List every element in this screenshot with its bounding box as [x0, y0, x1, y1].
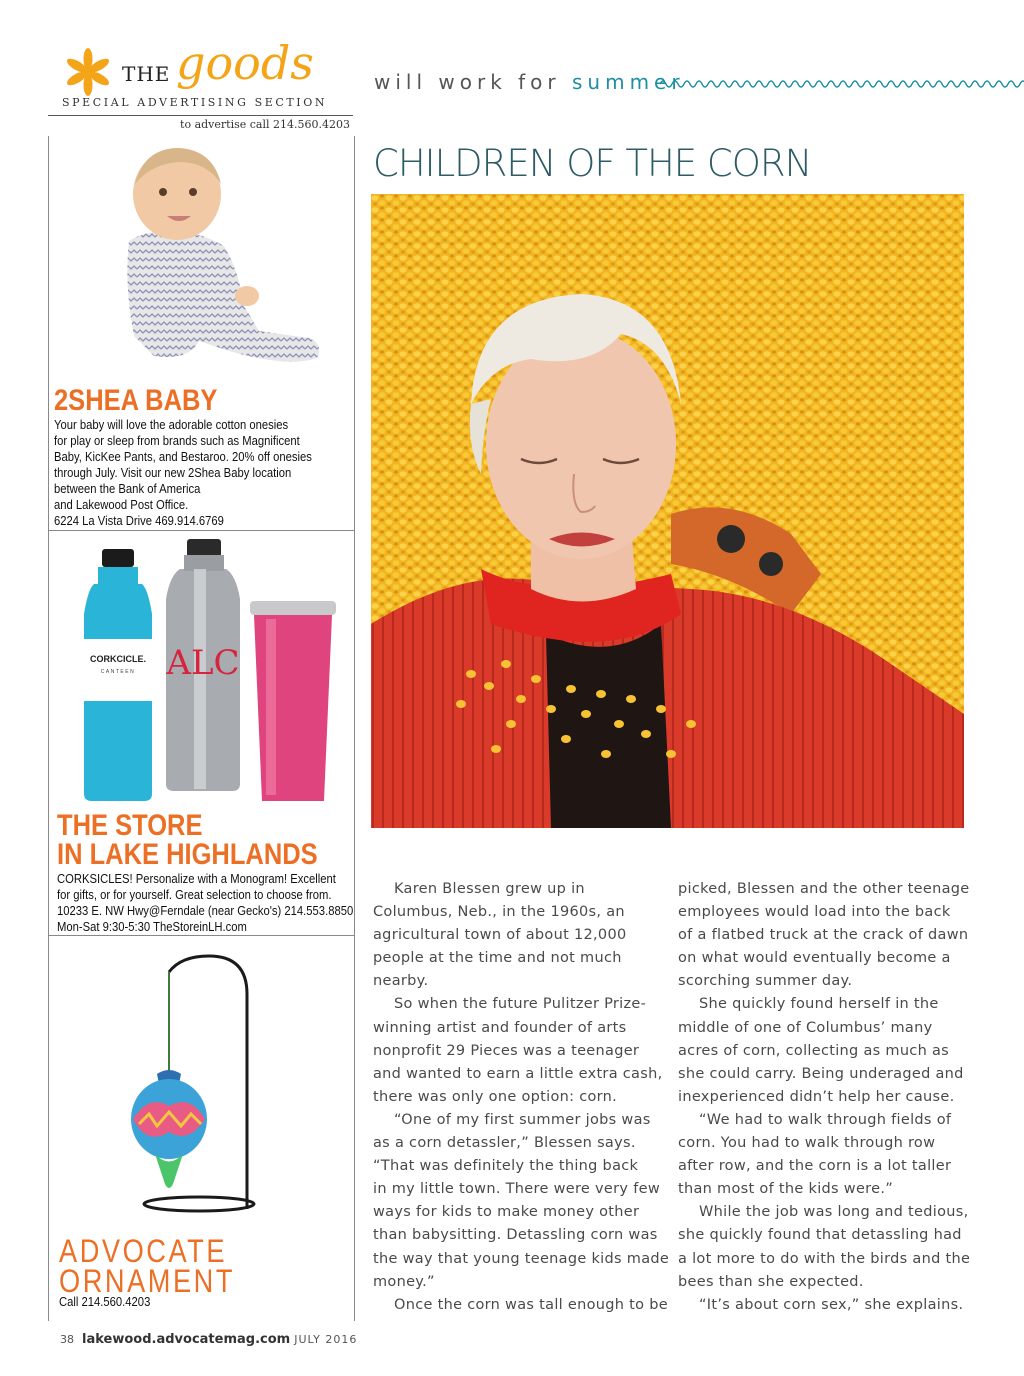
- article-column-2: [678, 878, 971, 1317]
- article-line: on what would eventually become a: [678, 950, 951, 967]
- article-line: nonprofit 29 Pieces was a teenager: [373, 1042, 640, 1059]
- corkcicle-brand-label: CORKCICLE.: [90, 654, 146, 664]
- footer-site: lakewood.advocatemag.com: [82, 1332, 291, 1347]
- article-line: than most of the kids were.”: [678, 1181, 894, 1198]
- ornament-photo: [129, 954, 259, 1214]
- article-line: agricultural town of about 12,000: [373, 927, 627, 944]
- article-line: “That was definitely the thing back: [373, 1158, 639, 1175]
- article-line: “We had to walk through fields of: [699, 1111, 952, 1128]
- ad-body: Call 214.560.4203: [59, 1295, 151, 1309]
- corkcicle-photo: [74, 539, 344, 809]
- footer-issue: JULY 2016: [294, 1333, 358, 1346]
- baby-photo: [89, 136, 329, 381]
- article-line: there was only one option: corn.: [373, 1088, 618, 1105]
- article-line: Once the corn was tall enough to be: [394, 1296, 668, 1313]
- brand-goods: goods: [176, 36, 314, 90]
- page-number: 38: [60, 1333, 74, 1346]
- wave-divider: [660, 76, 1024, 92]
- article-line: as a corn detassler,” Blessen says.: [373, 1135, 636, 1152]
- article-line: Karen Blessen grew up in: [394, 881, 585, 897]
- article-line: nearby.: [373, 973, 429, 990]
- article-line: “One of my first summer jobs was: [394, 1111, 651, 1128]
- advertise-line: to advertise call 214.560.4203: [180, 118, 350, 131]
- article-line: of a flatbed truck at the crack of dawn: [678, 927, 969, 944]
- article-line: She quickly found herself in the: [699, 996, 939, 1013]
- article-line: acres of corn, collecting as much as: [678, 1042, 950, 1059]
- article-line: people at the time and not much: [373, 950, 622, 967]
- article-column-1: [373, 878, 670, 1317]
- ad-advocate-ornament[interactable]: [49, 936, 354, 1321]
- flower-logo-icon: [64, 48, 112, 96]
- article-line: a lot more to do with the birds and the: [678, 1250, 971, 1267]
- monogram-label: ALC: [166, 643, 240, 683]
- article-line: So when the future Pulitzer Prize-: [394, 996, 647, 1013]
- article-line: in my little town. There were very few: [373, 1181, 660, 1198]
- masthead-rule: [48, 115, 353, 116]
- article-headline: CHILDREN OF THE CORN: [373, 142, 812, 185]
- article-line: “It’s about corn sex,” she explains.: [699, 1296, 964, 1313]
- section-subtitle: SPECIAL ADVERTISING SECTION: [62, 96, 328, 109]
- article-line: ways for kids to make money other: [373, 1204, 640, 1221]
- ad-the-store[interactable]: [49, 531, 354, 936]
- article-line: winning artist and founder of arts: [373, 1019, 627, 1036]
- brand-the: THE: [122, 62, 171, 86]
- ad-body: Your baby will love the adorable cotton onesies for play or sleep from brands such as Magnificent Baby, KicKee Pants, and Bestaroo. 20% off onesies through July. Visit our new 2Shea Baby location between the Bank of America and Lakewood Post Office. 6224 La Vista Drive 469.914.6769: [54, 418, 312, 528]
- ad-title: THE STORE IN LAKE HIGHLANDS: [57, 809, 318, 871]
- article-photo: [371, 194, 964, 828]
- masthead: [58, 36, 358, 120]
- article-line: bees than she expected.: [678, 1273, 864, 1290]
- section-header: [374, 70, 685, 94]
- article-line: employees would load into the back: [678, 904, 951, 921]
- article-line: she quickly found that detassling had: [678, 1227, 962, 1244]
- article-line: than babysitting. Detassling corn was: [373, 1227, 658, 1244]
- article-line: money.”: [373, 1273, 435, 1290]
- ad-title: 2SHEA BABY: [54, 384, 218, 417]
- page-footer: [60, 1332, 357, 1347]
- article-line: Columbus, Neb., in the 1960s, an: [373, 904, 625, 921]
- article-line: after row, and the corn is a lot taller: [678, 1158, 952, 1175]
- ad-sidebar: [48, 136, 355, 1321]
- article-line: While the job was long and tedious,: [699, 1204, 969, 1221]
- ad-2shea-baby[interactable]: [49, 136, 354, 531]
- article-line: the way that young teenage kids made: [373, 1250, 670, 1267]
- article-line: inexperienced didn’t help her cause.: [678, 1088, 955, 1105]
- article-line: picked, Blessen and the other teenage: [678, 881, 970, 897]
- ad-title: ADVOCATE ORNAMENT: [59, 1233, 236, 1299]
- article-line: and wanted to earn a little extra cash,: [373, 1065, 663, 1082]
- article-line: middle of one of Columbus’ many: [678, 1019, 933, 1036]
- section-prefix: will work for: [374, 70, 572, 94]
- article-line: scorching summer day.: [678, 973, 853, 990]
- section-accent: summer: [572, 70, 685, 94]
- ad-body: CORKSICLES! Personalize with a Monogram! Excellent for gifts, or for yourself. Great selection to choose from. 10233 E. NW Hwy@Ferndale (near Gecko's) 214.553.8850 Mon-Sat 9:30-5:30 TheStoreinLH.com: [57, 872, 354, 934]
- article-line: corn. You had to walk through row: [678, 1135, 936, 1152]
- corkcicle-sub-label: CANTEEN: [100, 669, 136, 675]
- article-line: she could carry. Being underaged and: [678, 1065, 964, 1082]
